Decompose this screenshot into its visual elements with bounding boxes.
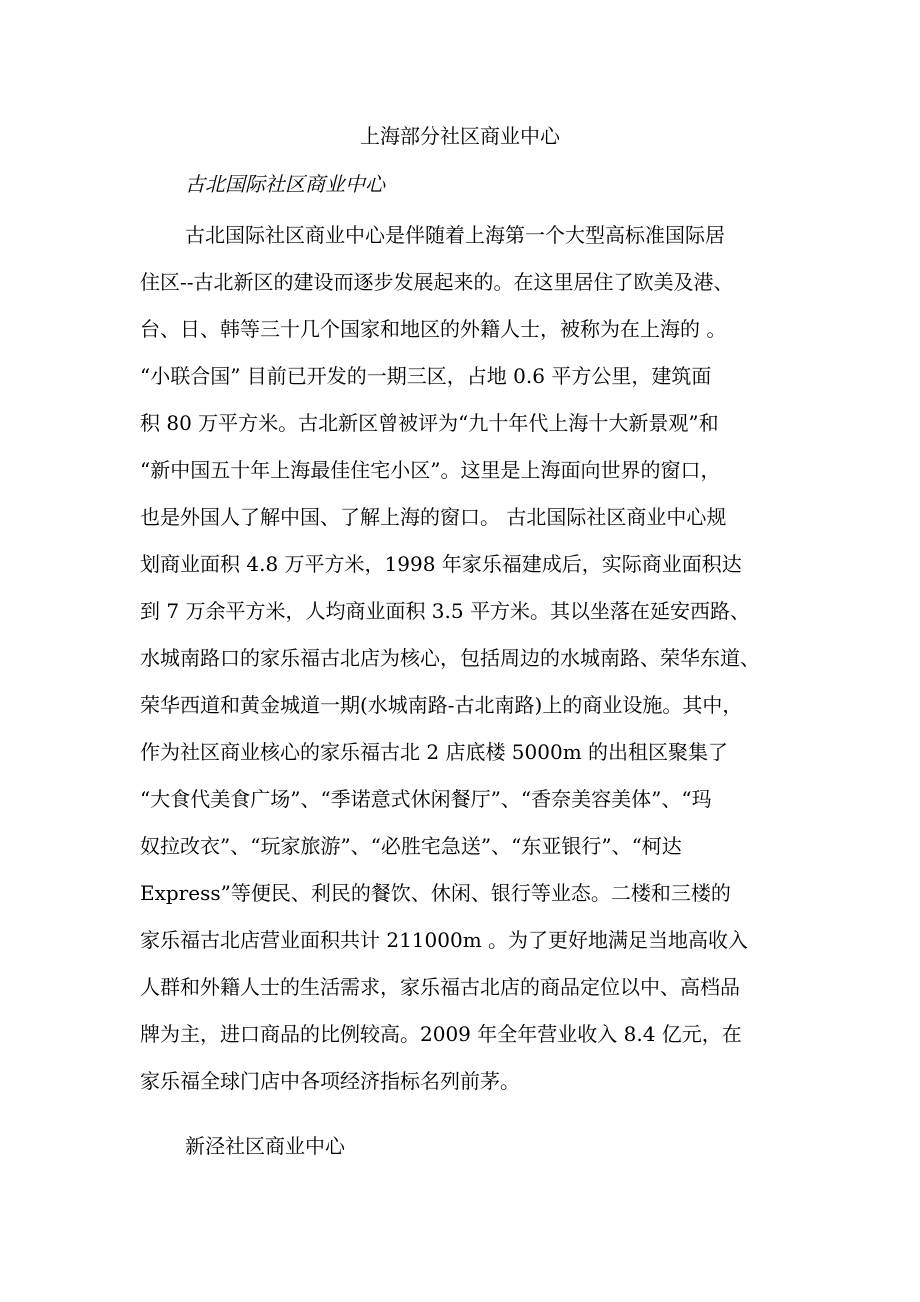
paragraph-line: “小联合国” 目前已开发的一期三区，占地 0.6 平方公里，建筑面 bbox=[140, 364, 712, 388]
paragraph-line: “新中国五十年上海最佳住宅小区”。这里是上海面向世界的窗口， bbox=[140, 458, 721, 482]
paragraph-line: 台、日、韩等三十几个国家和地区的外籍人士，被称为在上海的 。 bbox=[140, 317, 727, 341]
paragraph-line: 积 80 万平方米。古北新区曾被评为“九十年代上海十大新景观”和 bbox=[140, 411, 719, 435]
paragraph-line: Express”等便民、利民的餐饮、休闲、银行等业态。二楼和三楼的 bbox=[140, 881, 731, 905]
paragraph-line: 到 7 万余平方米，人均商业面积 3.5 平方米。其以坐落在延安西路、 bbox=[140, 599, 750, 623]
paragraph-line: 划商业面积 4.8 万平方米，1998 年家乐福建成后，实际商业面积达 bbox=[140, 552, 742, 576]
paragraph-line: 人群和外籍人士的生活需求，家乐福古北店的商品定位以中、高档品 bbox=[140, 975, 740, 999]
paragraph-line: 奴拉改衣”、“玩家旅游”、“必胜宅急送”、“东亚银行”、“柯达 bbox=[140, 834, 682, 858]
section-heading-gubei: 古北国际社区商业中心 bbox=[185, 172, 385, 196]
paragraph-line: 牌为主，进口商品的比例较高。2009 年全年营业收入 8.4 亿元，在 bbox=[140, 1022, 742, 1046]
paragraph-line: 家乐福古北店营业面积共计 211000m 。为了更好地满足当地高收入 bbox=[140, 928, 749, 952]
paragraph-line: 作为社区商业核心的家乐福古北 2 店底楼 5000m 的出租区聚集了 bbox=[140, 740, 729, 764]
paragraph-line: 住区--古北新区的建设而逐步发展起来的。在这里居住了欧美及港、 bbox=[140, 270, 734, 294]
paragraph-line: 古北国际社区商业中心是伴随着上海第一个大型高标准国际居 bbox=[185, 223, 725, 247]
paragraph-line: 也是外国人了解中国、了解上海的窗口。 古北国际社区商业中心规 bbox=[140, 505, 727, 529]
paragraph-line: 荣华西道和黄金城道一期(水城南路-古北南路)上的商业设施。其中， bbox=[140, 693, 743, 717]
paragraph-line: 水城南路口的家乐福古北店为核心，包括周边的水城南路、荣华东道、 bbox=[140, 646, 760, 670]
page-title: 上海部分社区商业中心 bbox=[360, 124, 560, 148]
paragraph-gubei bbox=[140, 212, 820, 1105]
paragraph-line: 家乐福全球门店中各项经济指标名列前茅。 bbox=[140, 1069, 520, 1093]
paragraph-line: “大食代美食广场”、“季诺意式休闲餐厅”、“香奈美容美体”、“玛 bbox=[140, 787, 712, 811]
section-heading-xinjing: 新泾社区商业中心 bbox=[185, 1134, 345, 1158]
